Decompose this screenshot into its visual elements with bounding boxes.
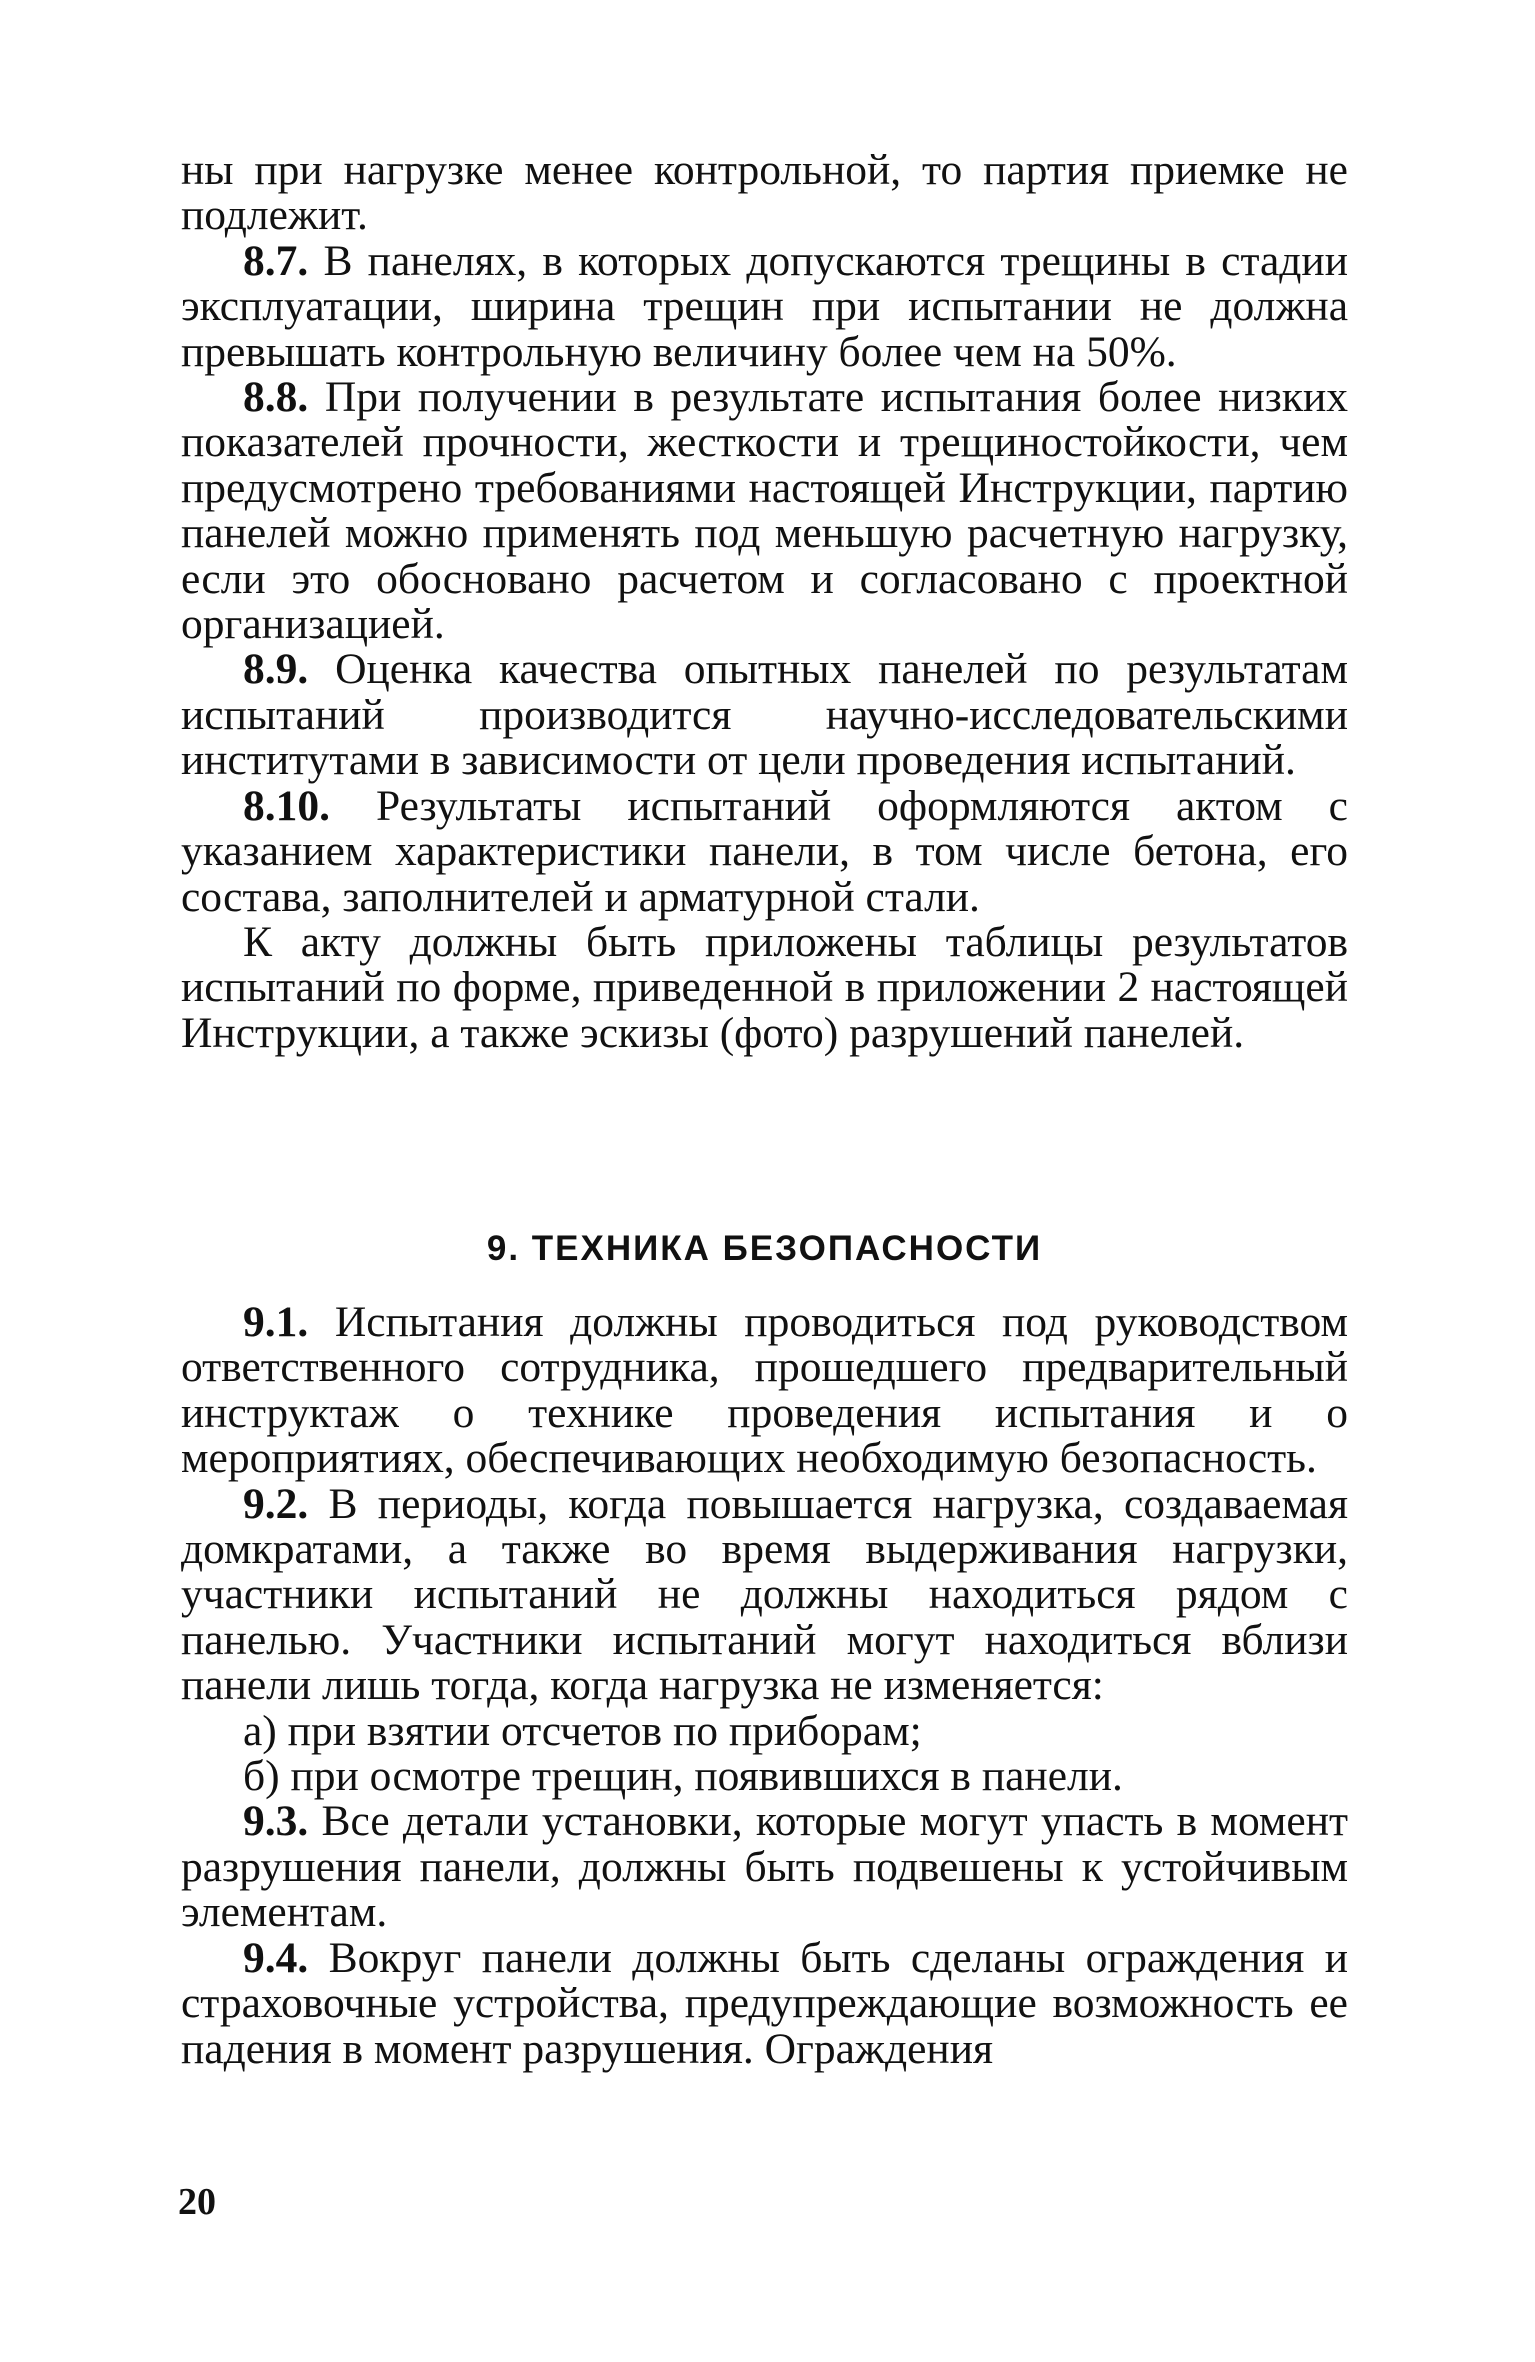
paragraph-text: В периоды, когда повышается нагрузка, создаваемая домкратами, а также во время выдерживания нагрузки, участники испытаний не должны находиться рядом с панелью. Участники испытаний могут находиться вблизи панели лишь тогда, когда нагрузка не изменяется: [181,1479,1348,1710]
paragraph-9-1 [181,1300,1348,1482]
paragraph-text: Оценка качества опытных панелей по результатам испытаний производится научно-исследовательскими институтами в зависимости от цели проведения испытаний. [181,645,1348,785]
lower-text-block [181,1300,1348,2072]
paragraph-text: При получении в результате испытания более низких показателей прочности, жесткости и трещиностойкости, чем предусмотрено требованиями настоящей Инструкции, партию панелей можно применять под меньшую расчетную нагрузку, если это обосновано расчетом и согласовано с проектной организацией. [181,373,1348,649]
paragraph-number: 9.4. [243,1933,309,1982]
upper-text-block [181,148,1348,1056]
paragraph-9-4 [181,1933,1348,2073]
paragraph-9-2 [181,1479,1348,1710]
paragraph-text: б) при осмотре трещин, появившихся в панели. [243,1752,1123,1801]
paragraph-continuation [181,148,1348,239]
list-item-b [181,1754,1348,1799]
paragraph-text: Испытания должны проводиться под руководством ответственного сотрудника, прошедшего предварительный инструктаж о технике проведения испытания и о мероприятиях, обеспечивающих необходимую безопасность. [181,1298,1348,1483]
paragraph-number: 8.10. [243,781,330,830]
paragraph-number: 9.1. [243,1298,309,1346]
paragraph-number: 8.7. [243,236,309,285]
paragraph-8-7 [181,236,1348,376]
paragraph-attachment-note [181,917,1348,1057]
page-number: 20 [178,2181,216,2223]
list-item-a [181,1706,1348,1755]
paragraph-9-3 [181,1799,1348,1935]
paragraph-8-8 [181,375,1348,647]
paragraph-text: а) при взятии отсчетов по приборам; [243,1706,922,1755]
paragraph-number: 8.8. [243,373,309,422]
paragraph-text: Вокруг панели должны быть сделаны ограждения и страховочные устройства, предупреждающие возможность ее падения в момент разрушения. Ограждения [181,1933,1348,2073]
paragraph-8-9 [181,647,1348,783]
paragraph-number: 8.9. [243,645,309,694]
paragraph-text: К акту должны быть приложены таблицы результатов испытаний по форме, приведенной в приложении 2 настоящей Инструкции, а также эскизы (фото) разрушений панелей. [181,917,1348,1057]
paragraph-8-10 [181,781,1348,921]
paragraph-text: В панелях, в которых допускаются трещины в стадии эксплуатации, ширина трещин при испытании не должна превышать контрольную величину более чем на 50%. [181,236,1348,376]
paragraph-text: Все детали установки, которые могут упасть в момент разрушения панели, должны быть подвешены к устойчивым элементам. [181,1797,1348,1937]
paragraph-number: 9.2. [243,1479,309,1528]
paragraph-text: ны при нагрузке менее контрольной, то партия приемке не подлежит. [181,146,1348,240]
section-heading: 9. ТЕХНИКА БЕЗОПАСНОСТИ [486,1229,1043,1268]
paragraph-number: 9.3. [243,1797,309,1846]
paragraph-text: Результаты испытаний оформляются актом с указанием характеристики панели, в том числе бетона, его состава, заполнителей и арматурной стали. [181,781,1348,921]
